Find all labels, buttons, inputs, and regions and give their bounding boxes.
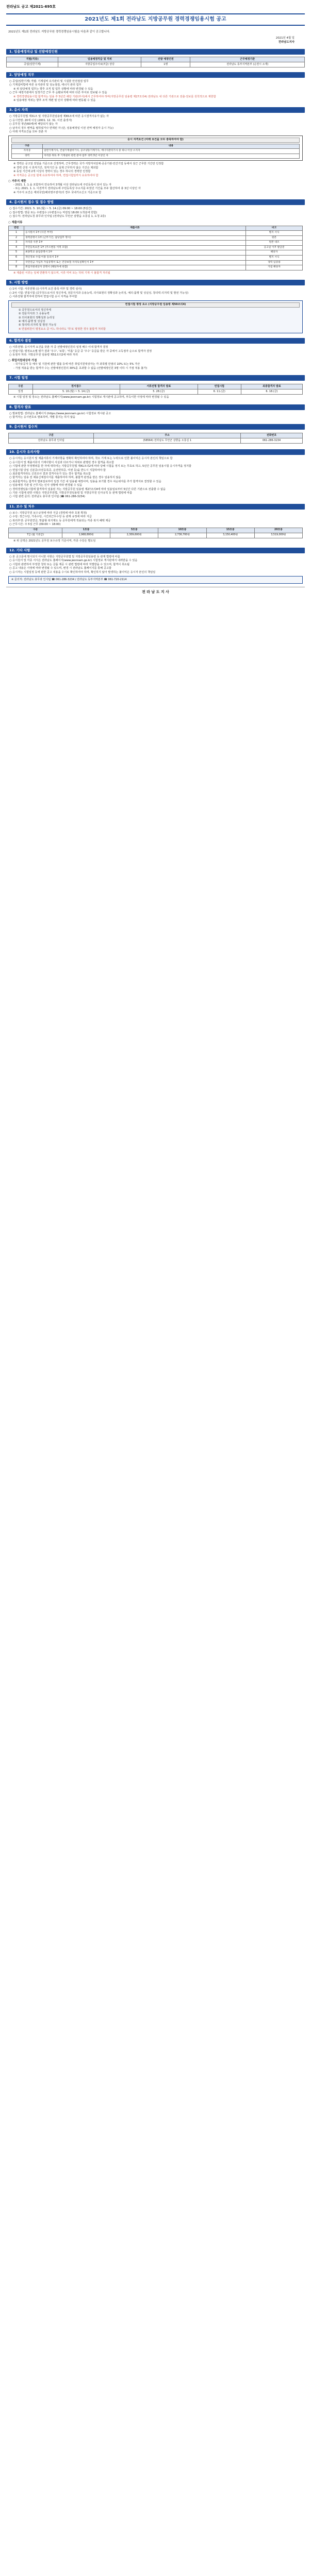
text-line: ○ 최종합격자는 합격자 발표일로부터 일정 기간 내 임용될 예정이며, 임용을 포기할 경우 차순위자를 추가 합격자로 결정할 수 있음 <box>9 480 161 483</box>
text-line: ○ 아래 자격요건을 모두 갖춘 자 <box>9 130 47 134</box>
section-4-header: 4. 응시원서 접수 및 접수 방법 <box>6 199 305 205</box>
table-cell: 6 <box>9 256 24 261</box>
table-cell: 1 <box>9 231 24 236</box>
text-line: ○ 지방공무원법 제31조 및 지방공무원임용령 제65조에 따른 응시결격사유가 없는 자 <box>9 115 109 118</box>
table-header: 15호봉 <box>206 528 254 533</box>
table-row <box>9 235 303 241</box>
text-line: ○ 남자의 경우 병역을 필하였거나 면제된 자 (단, 임용예정일 이전 전역 예정자 응시 가능) <box>9 126 114 130</box>
requirement-box <box>8 135 303 161</box>
table-cell: 2,736,700원 <box>158 533 206 538</box>
table-cell: 개인정보 수집·이용 동의서 1부 <box>24 256 246 261</box>
text-line: ○ 동점자 처리: 지방공무원 임용령 제51조의2에 따라 처리 <box>9 353 78 357</box>
text-line: ○ 응시자는 시험일정 등에 관한 공고 내용을 수시로 확인하여야 하며, 확인하지 않아 발생하는 불이익은 응시자 본인의 책임임 <box>9 570 156 574</box>
section-6-header: 6. 합격자 결정 <box>6 338 305 344</box>
criteria-item: ④ 예의·품행 및 성실성 <box>19 319 45 323</box>
text-line: ○ 응시자는 응시원서 및 제출서류의 기재사항을 정확히 확인하여야 하며, 착오 기재 또는 누락으로 인한 불이익은 응시자 본인의 책임으로 함 <box>9 457 173 461</box>
text-note: ※ 동일 기간에 2개 이상의 경력이 있는 경우 하나의 경력만 인정함 <box>13 170 91 174</box>
text-line: ○ 임용예정 기관 및 근무지는 인사 상황에 따라 변경될 수 있음 <box>9 484 83 487</box>
table-header: 구분 <box>9 528 62 533</box>
salary-table <box>8 528 303 538</box>
table-row <box>9 265 303 270</box>
table-header: 구분 <box>9 384 33 389</box>
requirement-table <box>11 144 300 159</box>
table-cell: 전라남도 총무과 인사팀 <box>9 438 94 444</box>
table-row <box>9 438 303 444</box>
announce-date: 2021년 4월 일 <box>275 37 294 40</box>
table-cell: 7급 (월 기본급) <box>9 533 62 538</box>
table-cell: 3 <box>9 241 24 246</box>
table-row <box>9 241 303 246</box>
table-cell: 6. 11.(금) <box>198 389 241 395</box>
text-line: ○ 시험 관련 문의: 전라남도 총무과 인사팀 (☎ 061-286-3234) <box>9 495 85 499</box>
table-cell: 061-286-3234 <box>241 438 303 444</box>
text-line: ○ 접수처: 전라남도청 총무과 인사팀 (전라남도 무안군 삼향읍 오룡길 1, 도청 2층) <box>9 215 106 218</box>
table-header: 구분 <box>12 144 43 149</box>
text-line: ○ 공무원 정년(60세)에 해당되지 않는 자 <box>9 123 58 126</box>
announcement-page <box>0 0 311 598</box>
table-header: 연번 <box>9 226 24 231</box>
text-line: - 국가유공자 등 예우 및 지원에 관한 법률 등에 따른 취업지원대상자는 각 과목별 만점의 10% 또는 5% 가산 <box>13 363 140 366</box>
table-cell: 1,968,800원 <box>62 533 110 538</box>
text-line: ○ 면접시험: 평정요소별 평가 결과 '우수', '보통', '미흡' 등급 중 '우수' 등급을 받은 자 중에서 고득점자 순으로 합격자 결정 <box>9 349 152 353</box>
table-cell: (58564) 전라남도 무안군 삼향읍 오룡길 1 <box>94 438 241 444</box>
section-9-header: 9. 응시원서 접수처 <box>6 424 305 430</box>
text-note: ※ 시험 일정 및 장소는 전라남도 홈페이지(www.jeonnam.go.kr) 시험정보 게시판에 공고하며, 부득이한 사정에 따라 변경될 수 있음 <box>13 396 169 399</box>
text-line: ○ 발표방법: 전라남도 홈페이지 (https://www.jeonnam.go.kr) 시험정보 게시판 공고 <box>9 412 111 415</box>
table-cell: 일반기계기사, 건설기계설비기사, 공조냉동기계기사, 에너지관리기사 중 하나 이상 소지자 <box>43 149 300 154</box>
table-header: 임용예정직급 및 직위 <box>58 57 141 62</box>
table-cell: 3,519,000원 <box>254 533 302 538</box>
table-cell: 자격증 취득 후 기계설비 관련 분야 업무 경력 3년 이상인 자 <box>43 154 300 159</box>
table-cell: 6. 18.(금) <box>241 389 302 395</box>
text-note: ※ 임용예정 직위는 향후 조직 개편 및 인사 상황에 따라 변동될 수 있음 <box>13 99 96 103</box>
criteria-box <box>8 300 303 333</box>
table-header: 서류전형 합격자 발표 <box>120 384 198 389</box>
table-header: 비고 <box>246 226 303 231</box>
table-row <box>12 154 300 159</box>
text-line: ○ 접수방법: 방문 또는 우편접수 (우편접수는 마감일 18:00 도착분에 한함) <box>9 211 97 214</box>
table-cell: 4 <box>9 245 24 250</box>
text-line: ○ 시험과 관련하여 부정한 청탁 또는 금품 제공 시 관련 법령에 따라 처벌받을 수 있으며, 합격이 취소됨 <box>9 563 130 566</box>
text-note: ※ 자격증은 공고일 현재 유효하여야 하며, 면접시험일까지 유효하여야 함 <box>13 174 99 177</box>
text-line: ○ 응시연령: 20세 이상 (2001. 12. 31. 이전 출생자) <box>9 118 72 122</box>
table-cell: 지방공업주사보(7급) 상당 <box>58 62 141 67</box>
table-cell: 주민등록초본 1부 (주소변동 이력 포함) <box>24 245 246 250</box>
page-title: 2021년도 제1회 전라남도 지방공무원 경력경쟁임용시험 공고 <box>6 13 305 26</box>
table-cell: 자격증 <box>12 149 43 154</box>
text-line: ○ 서류전형 합격자에 한하여 면접시험 응시 자격을 부여함 <box>9 295 77 299</box>
table-cell: 경력 입증용 <box>246 260 303 265</box>
section-11-header: 11. 보수 및 처우 <box>6 504 305 510</box>
table-cell: 2 <box>9 235 24 241</box>
text-line: ○ 기타 시험에 관한 사항은 지방공무원법, 지방공무원임용령 및 지방공무원 인사규칙 등 관계 법령에 따름 <box>9 492 133 495</box>
table-cell: 5. 10.(월) ~ 5. 14.(금) <box>32 389 120 395</box>
table-header: 10호봉 <box>158 528 206 533</box>
text-note: ※ 제출된 서류는 일체 반환하지 않으며, 서류 미비 또는 허위 기재 시 불합격 처리됨 <box>13 271 110 275</box>
date-sign-block <box>6 36 305 44</box>
table-cell: 8 <box>9 265 24 270</box>
table-row <box>9 250 303 256</box>
section-7-header: 7. 시험 일정 <box>6 375 305 381</box>
table-header: 직렬(직류) <box>7 57 58 62</box>
footer-signature: 전 라 남 도 지 사 <box>6 587 305 595</box>
table-cell: 3,150,400원 <box>206 533 254 538</box>
documents-table <box>8 226 303 270</box>
table-cell: 일정 <box>9 389 33 395</box>
table-header: 원서접수 <box>32 384 120 389</box>
schedule-table <box>8 384 303 395</box>
table-cell: 전라남도 동부지역본부 (순천시 소재) <box>190 62 305 67</box>
contact-table <box>8 433 303 444</box>
text-line: ○ 복리후생: 공무원연금, 맞춤형 복지제도 등 공무원에게 적용되는 각종 복지 혜택 제공 <box>9 519 111 522</box>
table-cell: 국민연금 가입자 가입증명서 또는 건강보험 자격득실확인서 1부 <box>24 260 246 265</box>
table-header: 제출서류 <box>24 226 246 231</box>
text-line: ○ 시험에 관한 부정행위를 한 자에 대하여는 지방공무원법 제41조의2에 따라 당해 시험을 정지 또는 무효로 하고, 5년간 공무원 임용시험 응시자격을 정지함 <box>9 465 192 468</box>
text-note: ※ 경력경쟁임용시험 합격자는 임용 후 5년간 해당 기관(부서)에서 근무하여야 하며(지방공무원 임용령 제27조의4) 전라남도 내 다른 기관으로 전출·전보를 원칙적으로 제한함 <box>13 95 216 98</box>
table-cell: 2,309,600원 <box>110 533 158 538</box>
criteria-item: ① 공무원으로서의 정신자세 <box>19 308 52 312</box>
text-note: ※ 거주지 요건은 재외국민(해외영주권자)의 경우 국내거소신고 기준으로 함 <box>13 191 102 194</box>
docs-subhead: ○ 제출서류 <box>8 221 23 224</box>
agency-header: 전라남도 공고 제2021-695호 <box>6 5 56 9</box>
table-row <box>9 231 303 236</box>
table-header: 면접시험 <box>198 384 241 389</box>
criteria-note: ※ 면접위원이 평정요소 중 어느 하나라도 '하'로 평정한 경우 불합격 처리함 <box>19 327 106 331</box>
table-row <box>9 389 303 395</box>
criteria-title: 면접시험 평정 요소 (지방공무원 임용령 제50조의4) <box>11 302 300 307</box>
text-line: ○ 2차 시험: 면접시험 (공무원으로서의 정신자세, 전문지식과 응용능력, 의사표현의 정확성과 논리성, 예의·품행 및 성실성, 창의력·의지력 및 발전 가능성) <box>9 291 189 295</box>
text-line: ※ 위 담당예정 업무는 향후 조직 및 업무 상황에 따라 변경될 수 있음 <box>13 87 93 91</box>
table-cell: 공업(일반기계) <box>7 62 58 67</box>
criteria-item: ② 전문지식과 그 응용능력 <box>19 312 50 316</box>
table-cell: 5. 28.(금) <box>120 389 198 395</box>
text-line: - 2021. 1. 1.을 포함하여 연속하여 3개월 이상 전라남도에 주민등록이 되어 있는 자 <box>13 183 112 187</box>
table-header: 1호봉 <box>62 528 110 533</box>
text-line: ○ 보수: 지방공무원 보수규정에 따라 지급 (경력에 따라 호봉 획정) <box>9 511 87 515</box>
table-cell: 응시원서 1부 (사진 부착) <box>24 231 246 236</box>
table-cell: 자격증 사본 1부 <box>24 241 246 246</box>
table-cell: 별지 서식 <box>246 231 303 236</box>
table-cell: 경력 <box>12 154 43 159</box>
position-table <box>6 57 305 67</box>
table-header: 근무예정기관 <box>190 57 305 62</box>
section-3-header: 3. 응시 자격 <box>6 107 305 113</box>
text-line: ○ 최종합격자라도 신원조사 결과 결격사유가 있는 경우 합격을 취소함 <box>9 472 91 476</box>
table-cell: 원본 <box>246 235 303 241</box>
text-line: ○ 합격자는 응시번호로 발표하며, 개별 통지는 하지 않음 <box>9 415 75 419</box>
signer-name: 전라남도지사 <box>278 41 294 44</box>
criteria-item: ⑤ 창의력·의지력 및 발전 가능성 <box>19 324 57 327</box>
table-header: 전화번호 <box>241 433 303 438</box>
table-cell: 최종학교 졸업증명서 1부 <box>24 250 246 256</box>
table-row <box>9 533 303 538</box>
section-8-header: 8. 합격자 발표 <box>6 404 305 410</box>
table-header: 내용 <box>43 144 300 149</box>
table-cell: 취업지원대상자 증명서 (해당자에 한함) <box>24 265 246 270</box>
table-cell: 해당자 <box>246 250 303 256</box>
table-header: 20호봉 <box>254 528 302 533</box>
text-note: ※ 위 금액은 2021년도 공무원 보수규정 기준이며, 각종 수당은 별도임 <box>13 539 96 543</box>
section-12-header: 12. 기타 사항 <box>6 548 305 553</box>
text-line: ○ 응시원서 및 각종 서식은 전라남도 홈페이지(www.jeonnam.go.kr) 시험정보 게시판에서 내려받을 수 있음 <box>9 559 138 563</box>
table-cell: 경력증명서 1부 (근무기간, 담당업무 명시) <box>24 235 246 241</box>
table-cell: 7 <box>9 260 24 265</box>
text-line: ○ 접수기간: 2021. 5. 10.(월) ~ 5. 14.(금) 09:00 ~ 18:00 (5일간) <box>9 207 92 211</box>
text-line: ○ 공고 내용은 사정에 따라 변경될 수 있으며, 변경 시 전라남도 홈페이지를 통해 공고함 <box>9 567 111 570</box>
text-note: ※ 경력은 공고일 전일을 기준으로 산정하며, 근무경력은 국가·지방자치단체·공공기관·민간기업 등에서 상근 근무한 기간만 인정함 <box>13 162 164 166</box>
table-row <box>9 260 303 265</box>
section-1-header: 1. 임용예정직급 및 선발예정인원 <box>6 49 305 55</box>
text-line: ○ 근무시간: 주 5일 근무 (09:00 ~ 18:00) <box>9 523 61 527</box>
criteria-item: ③ 의사표현의 정확성과 논리성 <box>19 316 55 319</box>
contact-box: ※ 문의처: 전라남도 총무과 인사팀 ☎ 061-286-3234 / 전라남도 동부지역본부 ☎ 061-720-2114 <box>8 576 303 584</box>
text-line: ○ 수당: 정근수당, 가족수당, 시간외근무수당 등 관계 규정에 따라 지급 <box>9 515 92 519</box>
text-note: ※ 경력 산정 시 휴직기간, 정직기간 등 실제 근무하지 않은 기간은 제외함 <box>13 166 99 170</box>
bonus-subhead: ○ 취업지원대상자 가점 <box>8 359 37 363</box>
table-cell: 가점 해당자 <box>246 265 303 270</box>
text-line: ○ 본 공고문에 명시되지 아니한 사항은 지방공무원법 및 지방공무원임용령 등 관계 법령에 따름 <box>9 555 120 559</box>
text-line: ○ 기계설비법에 따른 유지관리 및 성능점검, 에너지 관리 업무 <box>9 83 81 87</box>
table-header: 최종합격자 발표 <box>241 384 302 389</box>
table-row <box>9 245 303 250</box>
table-row <box>7 62 305 67</box>
text-line: ○ 공업(일반기계) 직렬: 기계설비 유지관리 및 시설물 안전점검 업무 <box>9 80 89 83</box>
section-10-header: 10. 응시자 유의사항 <box>6 449 305 455</box>
text-line: ○ 응시원서 및 제출서류의 기재사항이 사실과 다르거나 허위로 판명된 경우 합격을 취소함 <box>9 461 114 464</box>
text-line: ○ 1차 시험: 서류전형 (응시자격 요건 충족 여부 및 경력 심사) <box>9 287 82 291</box>
text-line: ○ 합격자는 임용 전 채용신체검사서를 제출하여야 하며, 불합격 판정을 받은 경우 임용하지 않음 <box>9 476 121 480</box>
table-cell: 공고일 이후 발급분 <box>246 245 303 250</box>
table-row <box>12 149 300 154</box>
text-line: - 또는 2021. 1. 1. 이전까지 전라남도에 주민등록상 주소지를 두었던 기간을 모두 합산하여 총 3년 이상인 자 <box>13 187 141 191</box>
table-cell: 5 <box>9 250 24 256</box>
table-row <box>9 256 303 261</box>
residence-subhead: ○ 거주지 제한 <box>8 180 26 183</box>
section-5-header: 5. 시험 방법 <box>6 280 305 285</box>
requirement-title: 응시 자격요건 (아래 요건을 모두 충족하여야 함) <box>11 138 300 142</box>
text-line: ○ 경력경쟁임용시험에 합격하여 임용된 자는 지방공무원 임용령 제27조의4에 따라 임용일로부터 5년간 다른 기관으로 전출할 수 없음 <box>9 487 166 491</box>
text-line: ○ 서류전형: 응시자격 요건을 갖춘 자 중 선발예정인원의 일정 배수 이내 합격자 결정 <box>9 346 108 349</box>
table-cell: 별지 서식 <box>246 256 303 261</box>
table-header: 5호봉 <box>110 528 158 533</box>
section-2-header: 2. 담당예정 직무 <box>6 72 305 78</box>
table-header: 주소 <box>94 433 241 438</box>
text-line: - 가점 적용을 받는 합격자 수는 선발예정인원의 30%를 초과할 수 없음 (선발예정인원 3명 이하 시 가점 적용 불가) <box>13 366 148 370</box>
table-header: 구분 <box>9 433 94 438</box>
text-line: ○ 면접시험 당일 신분증(주민등록증, 운전면허증, 여권 등)을 반드시 지참하여야 함 <box>9 468 106 472</box>
table-header: 선발 예정인원 <box>141 57 190 62</box>
intro-text: 2021년도 제1회 전라남도 지방공무원 경력경쟁임용시험을 다음과 같이 공고합니다. <box>8 30 110 33</box>
table-cell: 1명 <box>141 62 190 67</box>
text-line: ○ 근무 예정기관에서 일정기간 근무 후 순환보직에 따라 다른 부서로 전보될 수 있음 <box>9 91 107 95</box>
table-cell: 원본 대조 <box>246 241 303 246</box>
